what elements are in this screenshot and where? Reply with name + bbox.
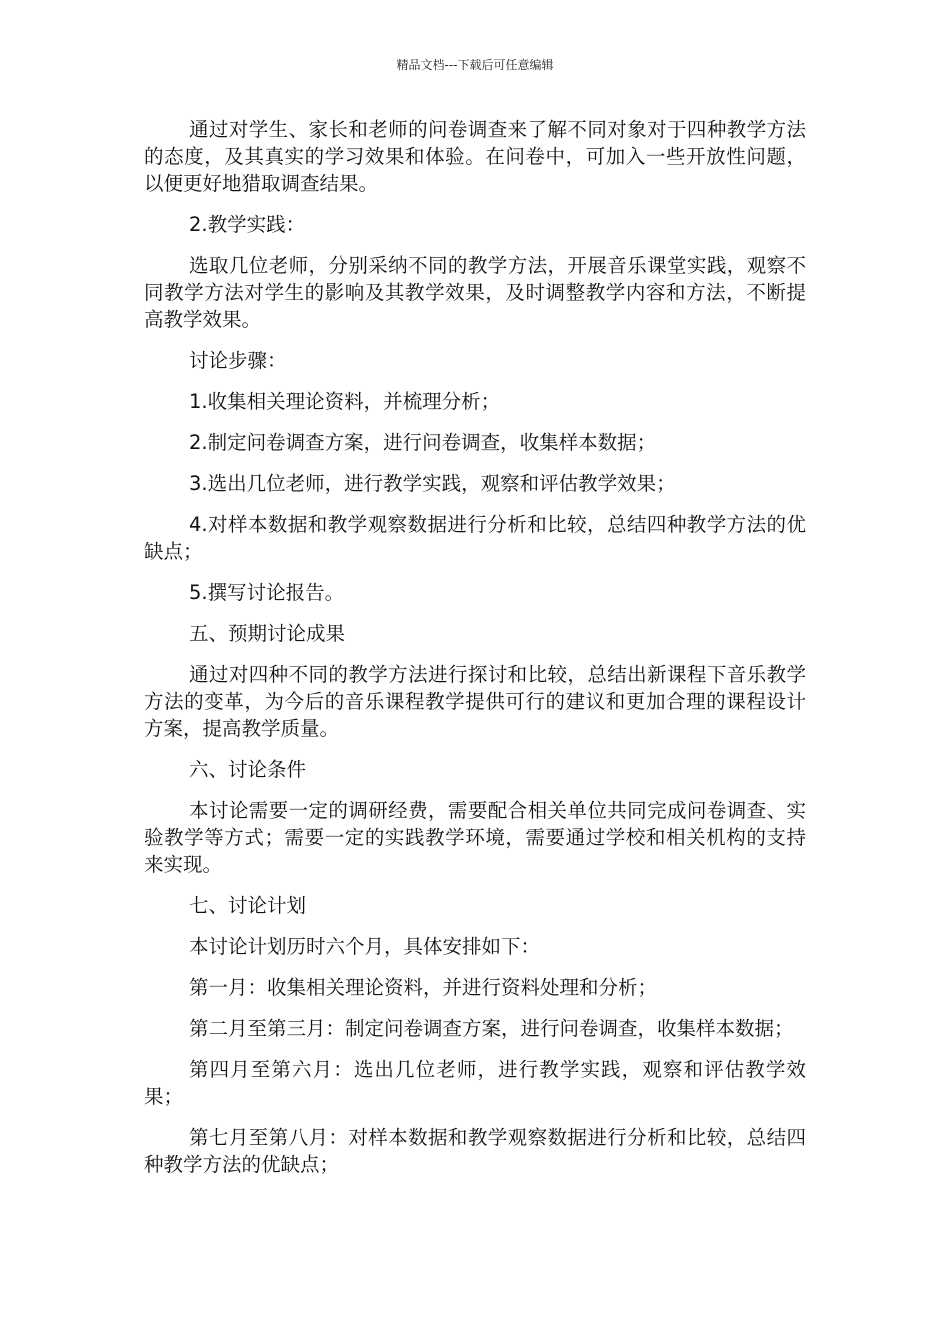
section-heading-plan: 七、讨论计划: [189, 894, 307, 917]
paragraph-expected-results: 通过对四种不同的教学方法进行探讨和比较，总结出新课程下音乐教学方法的变革，为今后的音乐课程教学提供可行的建议和更加合理的课程设计方案，提高教学质量。: [144, 663, 806, 740]
paragraph-plan-month-4-6: 第四月至第六月：选出几位老师，进行教学实践，观察和评估教学效果；: [144, 1058, 806, 1108]
document-body: [144, 116, 806, 1192]
paragraph-step-1: 1.收集相关理论资料，并梳理分析；: [189, 390, 501, 413]
paragraph-teaching-practice-heading: 2.教学实践：: [189, 213, 306, 236]
paragraph-plan-month-7-8: 第七月至第八月：对样本数据和教学观察数据进行分析和比较，总结四种教学方法的优缺点；: [144, 1126, 806, 1176]
paragraph-plan-month-2-3: 第二月至第三月：制定问卷调查方案，进行问卷调查，收集样本数据；: [189, 1017, 794, 1040]
paragraph-step-3: 3.选出几位老师，进行教学实践，观察和评估教学效果；: [189, 472, 676, 495]
paragraph-step-4: 4.对样本数据和教学观察数据进行分析和比较，总结四种教学方法的优缺点；: [144, 513, 806, 563]
section-heading-conditions: 六、讨论条件: [189, 758, 307, 781]
paragraph-conditions: 本讨论需要一定的调研经费，需要配合相关单位共同完成问卷调查、实验教学等方式；需要一定的实践教学环境，需要通过学校和相关机构的支持来实现。: [144, 799, 806, 876]
section-heading-expected-results: 五、预期讨论成果: [189, 622, 346, 645]
paragraph-step-2: 2.制定问卷调查方案，进行问卷调查，收集样本数据；: [189, 431, 657, 454]
paragraph-step-5: 5.撰写讨论报告。: [189, 581, 345, 604]
paragraph-survey-description: 通过对学生、家长和老师的问卷调查来了解不同对象对于四种教学方法的态度，及其真实的学习效果和体验。在问卷中，可加入一些开放性问题，以便更好地猎取调查结果。: [144, 118, 806, 195]
paragraph-plan-intro: 本讨论计划历时六个月，具体安排如下：: [189, 935, 541, 958]
paragraph-plan-month-1: 第一月：收集相关理论资料，并进行资料处理和分析；: [189, 976, 658, 999]
paragraph-steps-heading: 讨论步骤：: [189, 349, 287, 372]
paragraph-teaching-practice-description: 选取几位老师，分别采纳不同的教学方法，开展音乐课堂实践，观察不同教学方法对学生的影响及其教学效果，及时调整教学内容和方法，不断提高教学效果。: [144, 254, 806, 331]
page-header: 精品文档---下载后可任意编辑: [396, 58, 554, 72]
